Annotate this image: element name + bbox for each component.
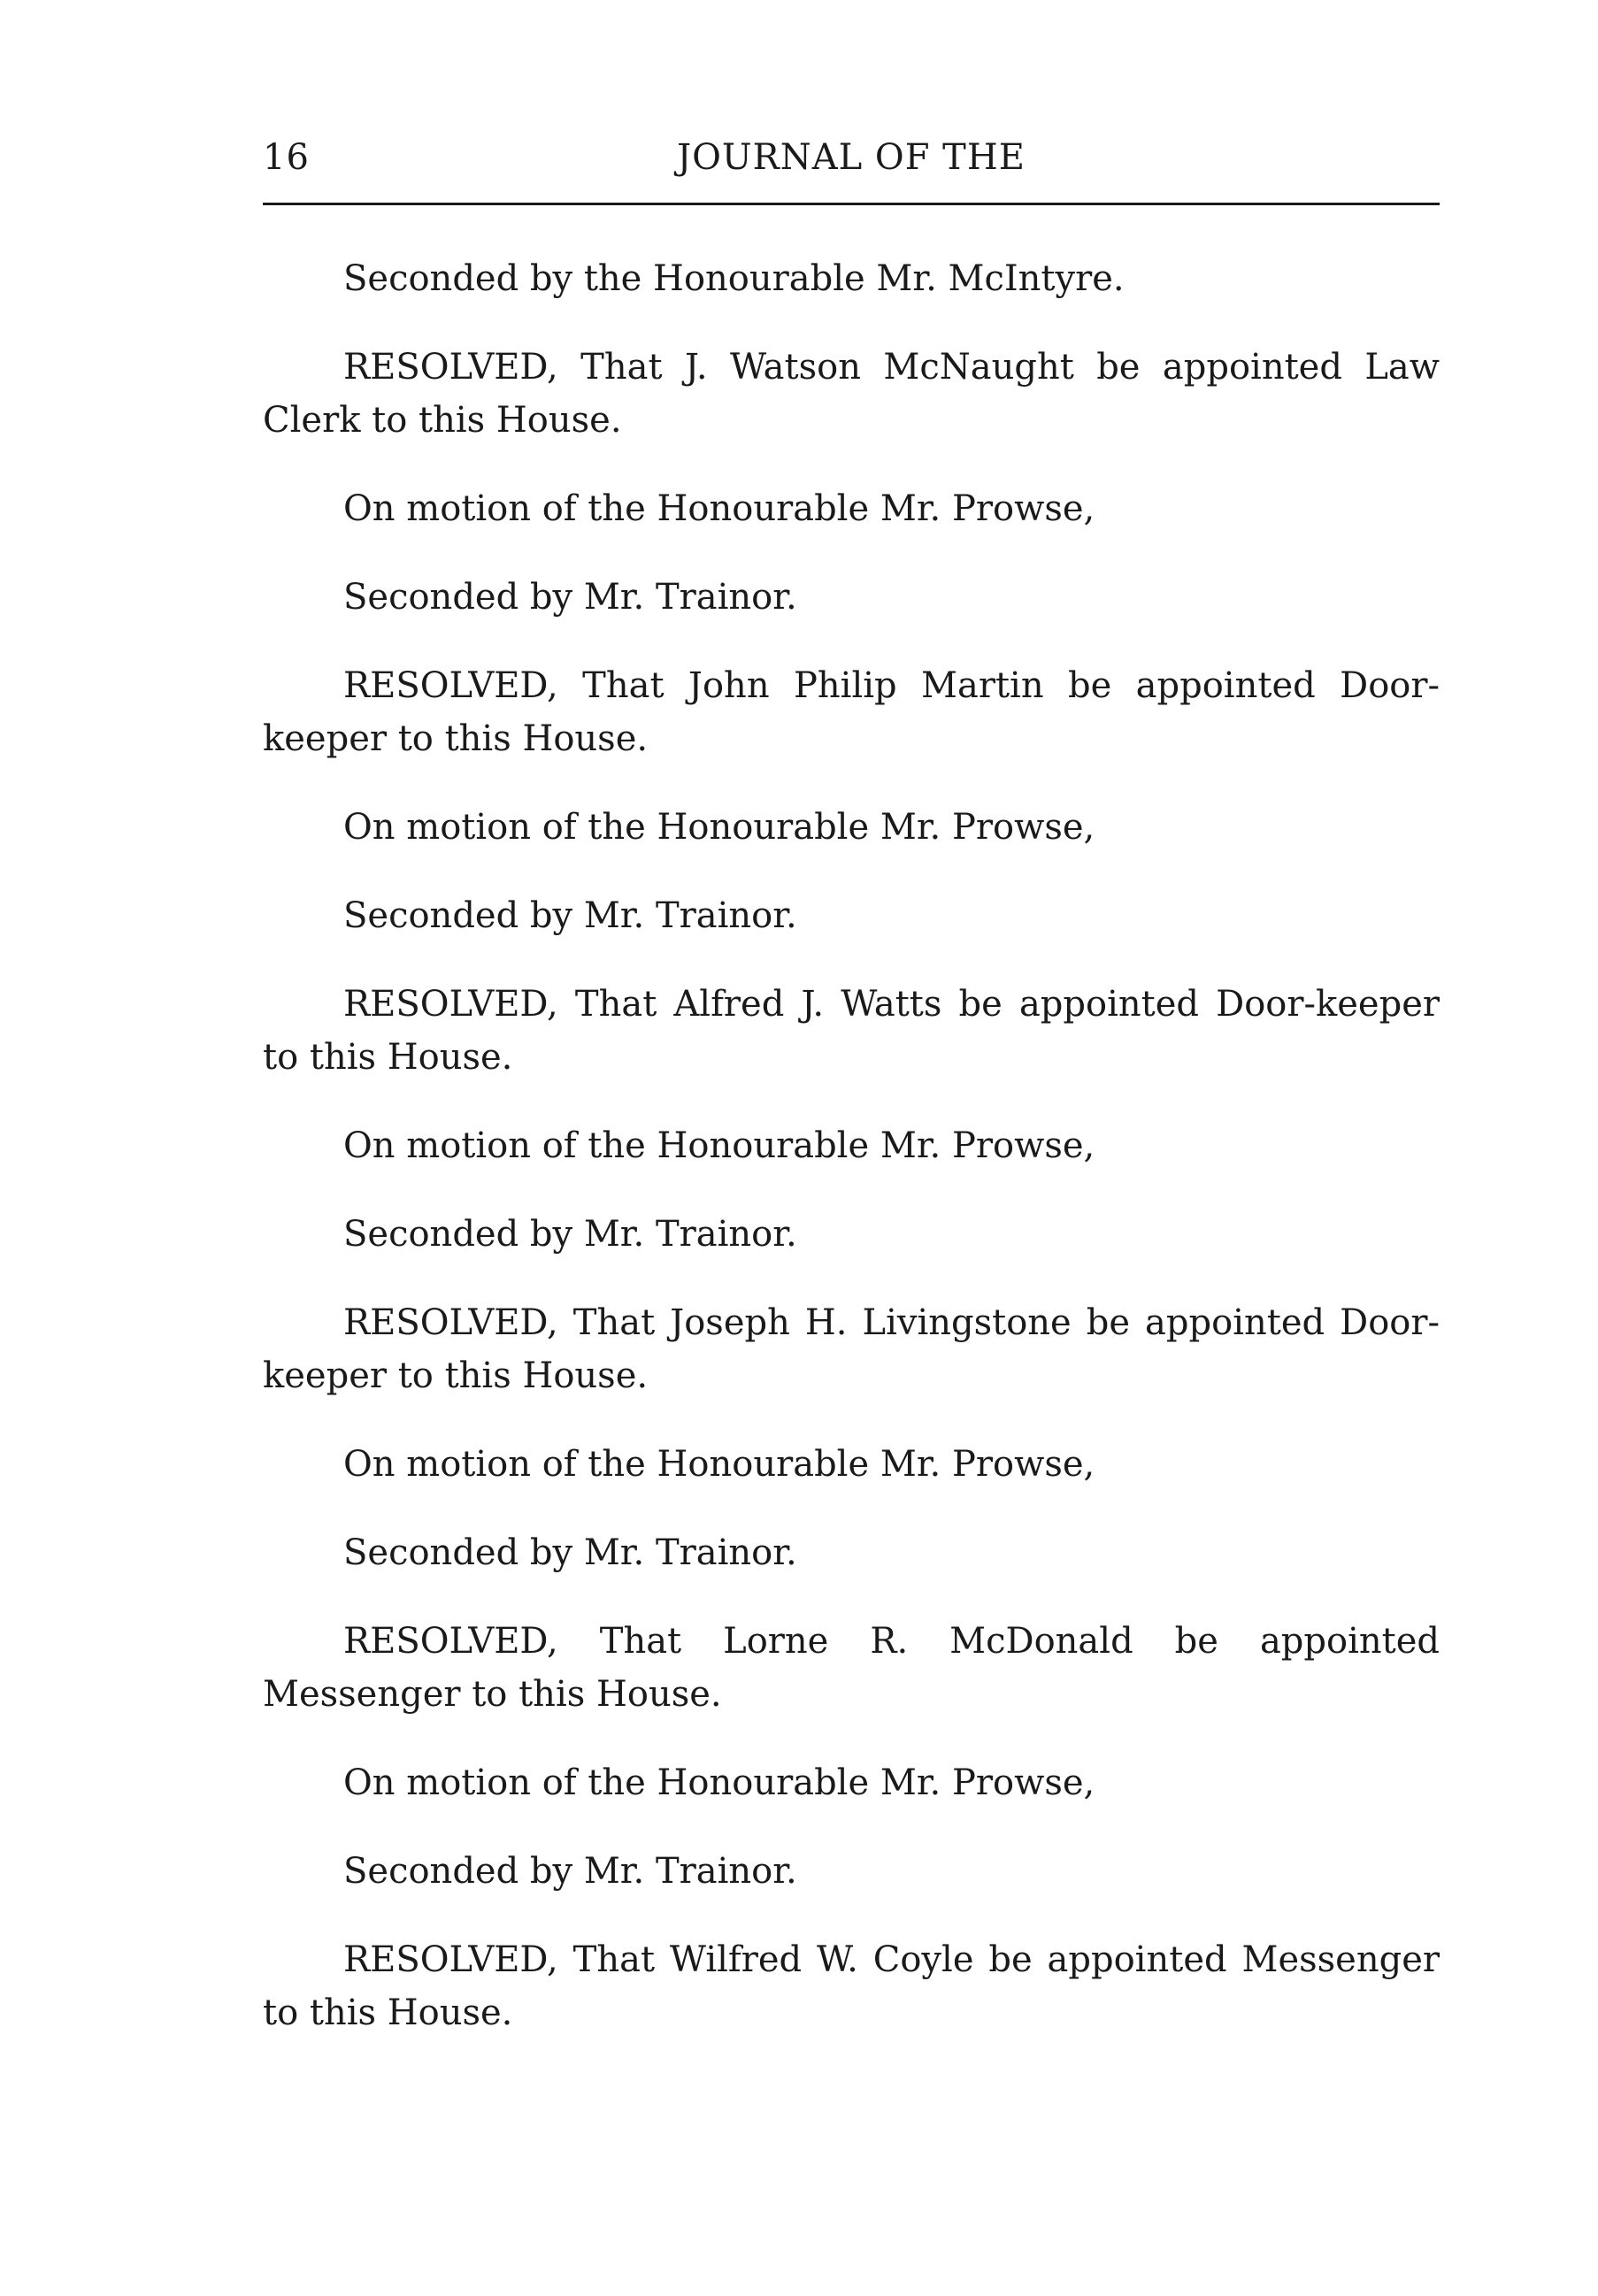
paragraph-motion: On motion of the Honourable Mr. Prowse,: [343, 1444, 1095, 1485]
paragraph-resolution: RESOLVED, That John Philip Martin be appointed Door-keeper to this House.: [263, 665, 1440, 759]
paragraph-seconded: Seconded by Mr. Trainor.: [343, 1214, 797, 1255]
paragraph-resolution: RESOLVED, That Alfred J. Watts be appointed Door-keeper to this House.: [263, 984, 1440, 1078]
paragraph-motion: On motion of the Honourable Mr. Prowse,: [343, 1762, 1095, 1803]
header-rule: [263, 203, 1440, 205]
paragraph-resolution: RESOLVED, That Joseph H. Livingstone be appointed Door-keeper to this House.: [263, 1302, 1440, 1396]
paragraph-resolution: RESOLVED, That J. Watson McNaught be appointed Law Clerk to this House.: [263, 347, 1440, 441]
paragraph-motion: On motion of the Honourable Mr. Prowse,: [343, 1125, 1095, 1166]
journal-body: [263, 252, 1440, 2075]
paragraph-motion: On motion of the Honourable Mr. Prowse,: [343, 807, 1095, 848]
paragraph-resolution: RESOLVED, That Wilfred W. Coyle be appointed Messenger to this House.: [263, 1939, 1440, 2033]
running-title: JOURNAL OF THE: [677, 137, 1026, 178]
paragraph-seconded: Seconded by Mr. Trainor.: [343, 1851, 797, 1892]
paragraph-seconded: Seconded by the Honourable Mr. McIntyre.: [343, 258, 1125, 299]
paragraph-motion: On motion of the Honourable Mr. Prowse,: [343, 488, 1095, 529]
paragraph-seconded: Seconded by Mr. Trainor.: [343, 1532, 797, 1573]
paragraph-resolution: RESOLVED, That Lorne R. McDonald be appointed Messenger to this House.: [263, 1621, 1440, 1715]
page-header: [263, 137, 1440, 190]
page-number: 16: [263, 137, 310, 178]
paragraph-seconded: Seconded by Mr. Trainor.: [343, 895, 797, 936]
paragraph-seconded: Seconded by Mr. Trainor.: [343, 577, 797, 618]
